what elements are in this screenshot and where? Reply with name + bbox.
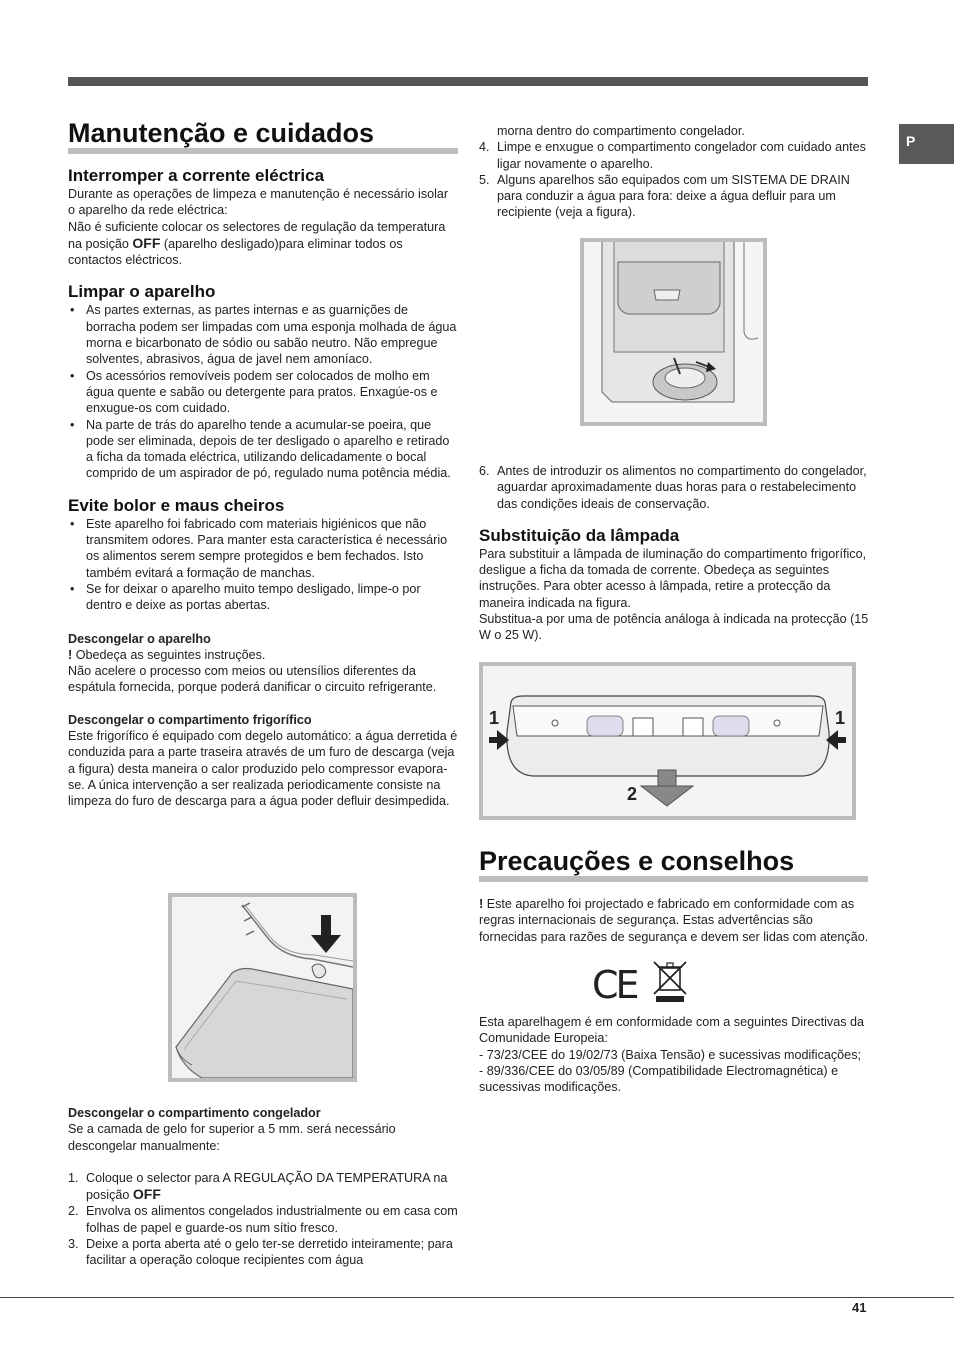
- right-column-bottom: [479, 846, 871, 945]
- list-item: • Os acessórios removíveis podem ser colocados de molho em água quente e sabão ou detergente para pratos. Enxagúe-os e enxugue-os com cuidado.: [68, 368, 458, 417]
- congelador-steps: [68, 1170, 458, 1269]
- lamp-p2: Substitua-a por uma de potência análoga à indicada na protecção (15 W o 25 W).: [479, 612, 869, 643]
- s4-p2: Não acelere o processo com meios ou utensílios diferentes da espátula fornecida, porque poderá danificar o circuito refrigerante.: [68, 664, 437, 695]
- lamp-cover-figure: [479, 662, 856, 820]
- top-rule: [68, 77, 868, 86]
- heading-lampada: Substituição da lâmpada: [479, 525, 680, 545]
- list-item: • As partes externas, as partes internas e as guarnições de borracha podem ser limpadas com uma esponja molhada de água morna e bicarbonato de sódio ou sabão neutro. Não empregue solventes, abrasivos, água de javel nem amoníaco.: [68, 302, 458, 367]
- drain-hole-figure: [168, 893, 357, 1082]
- section-title-precaucoes: Precauções e conselhos: [479, 846, 868, 882]
- s5-p1: Este frigorífico é equipado com degelo automático: a água derretida é conduzida para a parte traseira através de um furo de descarga (veja a figura) desta maneira o calor produzido pelo compressor evapora-se. A única intervenção a ser realizada periodicamente consiste na limpeza do furo de descarga para a água poder defluir desimpedida.: [68, 729, 458, 809]
- list-item: 3. Deixe a porta aberta até o gelo ter-se derretido inteiramente; para facilitar a operação coloque recipientes com água: [68, 1237, 453, 1268]
- fridge-interior-illustration: [172, 897, 353, 1078]
- weee-bin-icon: [650, 958, 690, 1004]
- ce-mark: CE: [592, 963, 637, 1007]
- heading-limpar: Limpar o aparelho: [68, 282, 216, 302]
- list-item: • Na parte de trás do aparelho tende a acumular-se poeira, que pode ser eliminada, depois de ter desligado o aparelho e retirado a ficha da tomada eléctrica, utilizando delicadamente o bocal comprido de um aspirador de pó, regulado numa potência média.: [68, 417, 458, 482]
- list-item: 5. Alguns aparelhos são equipados com um SISTEMA DE DRAIN para conduzir a água para fora: deixe a água defluir para um recipiente (veja a figura).: [479, 172, 850, 220]
- right-column-top: [479, 123, 871, 221]
- footer-rule: [0, 1297, 954, 1298]
- limpar-list: [68, 302, 458, 481]
- lamp-cover-illustration: [483, 666, 852, 816]
- list-item: • Se for deixar o aparelho muito tempo desligado, limpe-o por dentro e deixe as portas abertas.: [68, 581, 458, 614]
- heading-congelador: Descongelar o compartimento congelador: [68, 1106, 321, 1120]
- drain-system-figure: [580, 238, 767, 426]
- directives-block: [479, 1014, 871, 1095]
- s4-p1: ! Obedeça as seguintes instruções.: [68, 647, 266, 662]
- heading-interromper: Interromper a corrente eléctrica: [68, 166, 325, 185]
- heading-bolor: Evite bolor e maus cheiros: [68, 495, 285, 515]
- list-item: 4. Limpe e enxugue o compartimento congelador com cuidado antes ligar novamente o aparelho.: [479, 140, 866, 171]
- s6-p1: Se a camada de gelo for superior a 5 mm. será necessário descongelar manualmente:: [68, 1122, 396, 1153]
- label-1-right: 1: [835, 708, 846, 728]
- s1-p2: Não é suficiente colocar os selectores de regulação da temperatura na posição OFF (aparelho desligado)para eliminar todos os contactos eléctricos.: [68, 219, 446, 268]
- steps-4-5: [479, 139, 871, 220]
- heading-frigorifico: Descongelar o compartimento frigorífico: [68, 712, 312, 727]
- list-item: 2. Envolva os alimentos congelados industrialmente ou em casa com folhas de papel e guarde-os num sítio fresco.: [68, 1204, 458, 1235]
- step-3-continued: morna dentro do compartimento congelador.: [497, 124, 745, 138]
- prec-p3: - 73/23/CEE do 19/02/73 (Baixa Tensão) e sucessivas modificações;: [479, 1047, 861, 1062]
- prec-p4: - 89/336/CEE do 03/05/89 (Compatibilidade Electromagnética) e sucessivas modificações.: [479, 1063, 839, 1095]
- prec-p2: Esta aparelhagem é em conformidade com a seguintes Directivas da Comunidade Europeia:: [479, 1015, 865, 1046]
- page-number: 41: [852, 1300, 867, 1315]
- heading-descongelar: Descongelar o aparelho: [68, 631, 211, 646]
- step-6: [479, 463, 871, 512]
- ce-weee-marks: [592, 958, 692, 1008]
- language-tab: P: [899, 124, 954, 164]
- list-item: • Este aparelho foi fabricado com materiais higiénicos que não transmitem odores. Para manter esta característica é necessário os alimentos serem sempre protegidos e bem fechados. Isto também evitará a formação de manchas.: [68, 516, 458, 581]
- label-1-left: 1: [489, 708, 500, 728]
- freezer-drain-illustration: [584, 242, 763, 422]
- page-title: Manutenção e cuidados: [68, 118, 458, 154]
- label-2: 2: [627, 784, 638, 804]
- list-item: 1. Coloque o selector para A REGULAÇÃO DA TEMPERATURA na posição OFF: [68, 1170, 448, 1203]
- right-column-middle: [479, 463, 871, 644]
- s1-p1: Durante as operações de limpeza e manutenção é necessário isolar o aparelho da rede eléctrica:: [68, 187, 449, 218]
- list-item: 6. Antes de introduzir os alimentos no compartimento do congelador, aguardar aproximadamente duas horas para o restabelecimento das condições ideais de conservação.: [479, 464, 867, 511]
- left-column-continued: [68, 1105, 458, 1269]
- bolor-list: [68, 516, 458, 614]
- lamp-p1: Para substituir a lâmpada de iluminação do compartimento frigorífico, desligue a ficha da tomada de corrente. Obedeça as seguintes instruções. Para obter acesso à lâmpada, retire a protecção da maneira indicada na figura.: [479, 546, 867, 610]
- prec-p1: ! Este aparelho foi projectado e fabricado em conformidade com as regras internacionais de segurança. Estas advertências são fornecidas para razões de segurança e devem ser lidas com atenção.: [479, 897, 869, 944]
- left-column: [68, 118, 458, 810]
